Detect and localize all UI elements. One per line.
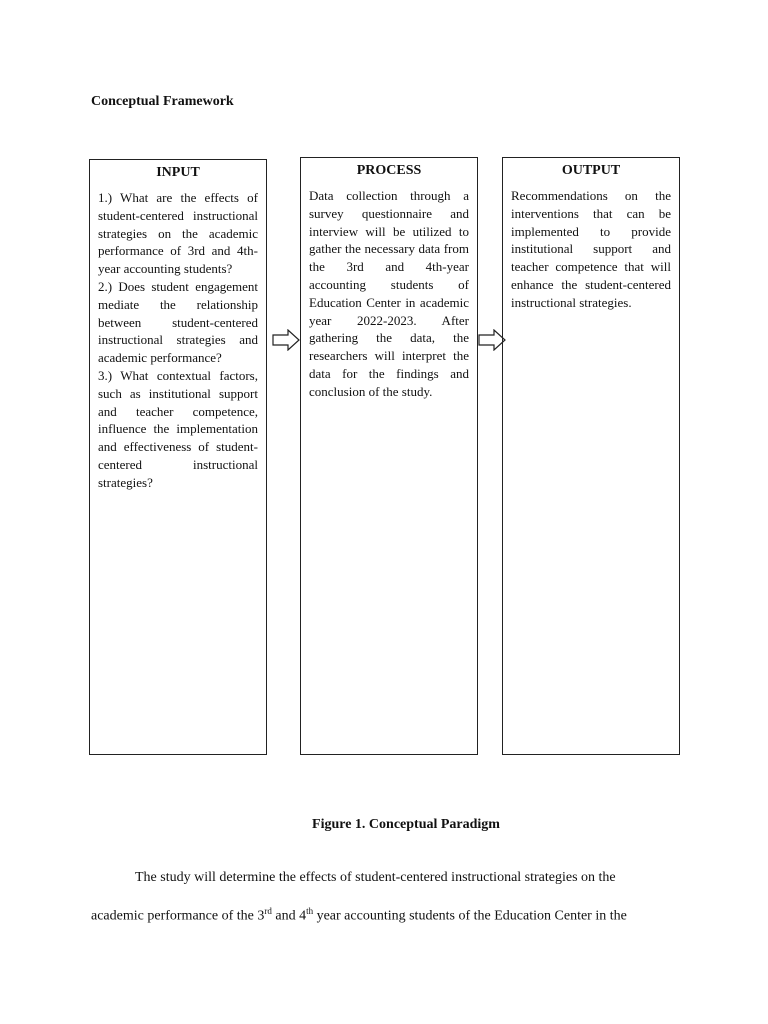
right-arrow-icon [272,329,300,351]
question-number: 1.) [98,190,113,205]
body-paragraph-line [91,906,678,925]
question-item [98,367,258,492]
question-text: Does student engagement mediate the relationship between student-centered instructional strategies and academic performance? [98,278,258,366]
input-title: INPUT [156,165,200,180]
question-number: 3.) [98,367,113,383]
process-title: PROCESS [356,163,422,178]
figure-caption: Figure 1. Conceptual Paradigm [312,817,500,832]
output-title: OUTPUT [561,163,621,178]
question-number: 2.) [98,278,113,294]
text-run: academic performance of the 3 [91,908,265,924]
output-box [502,157,680,755]
text-run: year accounting students of the Education Center in the [313,908,627,924]
text-run: and 4 [271,908,307,924]
section-title: Conceptual Framework [91,94,234,109]
superscript: rd [264,906,272,916]
process-box [300,157,478,755]
superscript: th [306,906,314,916]
input-box [89,159,267,755]
input-questions [98,189,258,492]
output-text: Recommendations on the interventions that can be implemented to provide institutional support and teacher competence that will enhance the student-centered instructional strategies. [511,188,671,310]
question-item [98,278,258,367]
body-paragraph-line: The study will determine the effects of student-centered instructional strategies on the [135,870,616,885]
question-text: What contextual factors, such as institutional support and teacher competence, influence the implementation and effectiveness of student-centered instructional strategies? [98,367,258,490]
process-text: Data collection through a survey questionnaire and interview will be utilized to gather the necessary data from the 3rd and 4th-year accounting students of Education Center in academic year 2022-2023. After gathering the data, the researchers will interpret the data for the findings and conclusion of the study. [309,188,469,399]
question-text: What are the effects of student-centered instructional strategies on the academic performance of 3rd and 4th-year accounting students? [98,190,258,277]
question-item [98,189,258,278]
